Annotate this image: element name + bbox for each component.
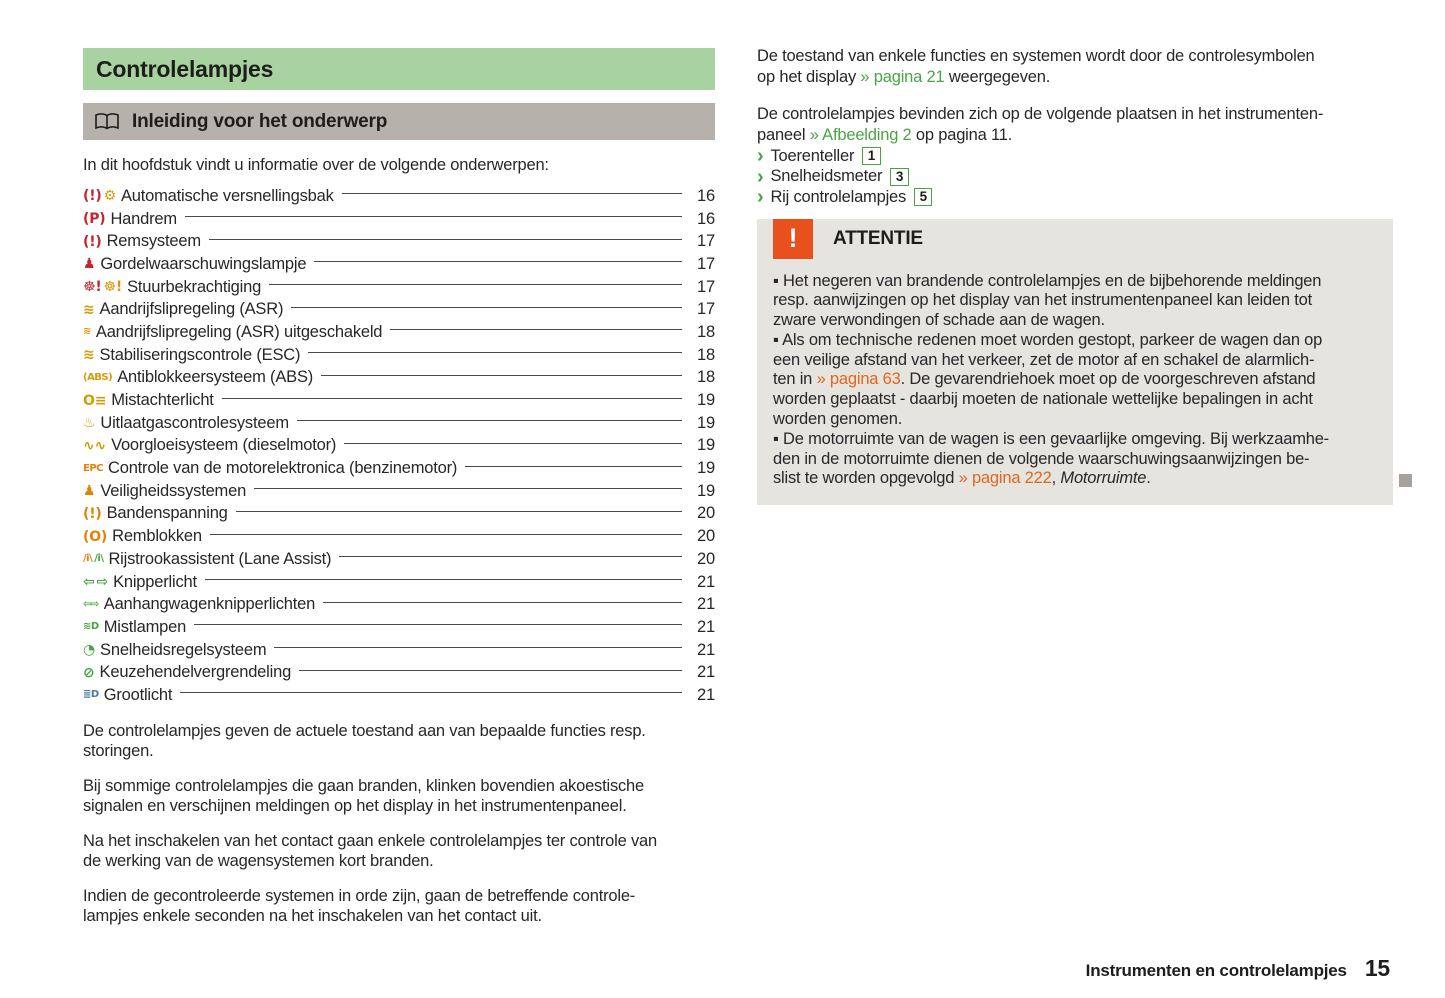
paragraph: De controlelampjes geven de actuele toestand aan van bepaalde functies resp. storingen. (83, 721, 646, 761)
chevron-bullet-icon: › (757, 165, 764, 188)
text-run: slist te worden opgevolgd (773, 469, 959, 488)
footer-chapter-title: Instrumenten en controlelampjes (1085, 961, 1347, 980)
toc-page-number: 17 (697, 254, 715, 273)
turn-signal-left-icon: ⇦ (83, 574, 95, 591)
toc-page-number: 16 (697, 186, 715, 205)
turn-signal-right-icon: ⇨ (96, 574, 109, 591)
toc-leader-line (291, 307, 682, 308)
toc-page-number: 16 (697, 209, 715, 228)
chevron-bullet-icon: › (757, 186, 764, 209)
right-column (757, 46, 1393, 505)
text-run: De controlelampjes bevinden zich op de volgende plaatsen in het instrumenten- (757, 105, 1324, 123)
toc-leader-line (210, 534, 682, 535)
toc-page-number: 17 (697, 277, 715, 296)
tyre-pressure-icon: (!) (83, 505, 102, 522)
toc-icon-group (83, 303, 95, 317)
exhaust-control-icon: ♨ (83, 415, 96, 432)
text-run: Motorruimte (1060, 469, 1147, 488)
attention-box (757, 219, 1393, 506)
toc-row[interactable] (83, 548, 715, 571)
toc-label: Stuurbekrachtiging (127, 277, 262, 296)
toc-row[interactable] (83, 412, 715, 435)
toc-page-number: 17 (697, 232, 715, 251)
book-icon (94, 112, 121, 132)
toc-page-number: 19 (697, 459, 715, 478)
toc-leader-line (254, 488, 682, 489)
paragraph: Indien de gecontroleerde systemen in orde zijn, gaan de betreffende controle- lampjes enkele seconden na het inschakelen van het contact uit. (83, 886, 636, 926)
toc-leader-line (465, 466, 682, 467)
fog-lights-icon: ≋D (83, 621, 99, 633)
text-run: weergegeven. (944, 68, 1051, 86)
toc-label: Knipperlicht (113, 572, 197, 591)
callout-number-box: 5 (914, 188, 932, 206)
toc-row[interactable] (83, 253, 715, 276)
toc-icon-group (83, 416, 95, 430)
toc-icon-group (83, 688, 99, 702)
toc-leader-line (321, 375, 682, 376)
text-run: op pagina 11. (911, 126, 1013, 144)
toc-row[interactable] (83, 593, 715, 616)
location-item (757, 146, 1393, 167)
power-steering-red-icon: ☸! (83, 279, 102, 296)
toc-page-number: 19 (697, 413, 715, 432)
toc-icon-group (83, 280, 122, 294)
toc-icon-group (83, 394, 106, 408)
text-run: . (1146, 469, 1151, 488)
seatbelt-warning-icon: ♟ (83, 256, 96, 273)
toc-icon-group (83, 348, 95, 362)
cross-reference-link[interactable]: » pagina 21 (860, 68, 945, 86)
section-title-band (83, 103, 715, 140)
toc-leader-line (274, 647, 682, 648)
handbrake-icon: (P) (83, 211, 106, 228)
toc-leader-line (299, 670, 682, 671)
trailer-turn-signal-icon: ⇦⇨ (83, 598, 99, 610)
cross-reference-link[interactable]: » pagina 222 (958, 469, 1052, 488)
toc-leader-line (308, 352, 682, 353)
toc-row[interactable] (83, 661, 715, 684)
location-label: Snelheidsmeter (770, 167, 883, 186)
text-run: worden geplaatst - daarbij moeten de nationale wettelijke bepalingen in acht (773, 390, 1313, 409)
toc-row[interactable] (83, 571, 715, 594)
text-run: een veilige afstand van het verkeer, zet de motor af en schakel de alarmlich- (773, 350, 1315, 369)
asr-icon: ≋ (83, 301, 95, 318)
text-run: worden genomen. (773, 410, 903, 429)
toc-leader-line (222, 398, 682, 399)
toc-row[interactable] (83, 639, 715, 662)
toc-page-number: 20 (697, 549, 715, 568)
brake-system-icon: (!) (83, 233, 102, 250)
toc-label: Remblokken (112, 527, 202, 546)
cross-reference-link[interactable]: » pagina 63 (816, 370, 901, 389)
cruise-control-icon: ◔ (83, 642, 96, 659)
airbag-icon: ♟ (83, 483, 96, 500)
chapter-title-band (83, 48, 715, 90)
rear-fog-light-icon: O≡ (83, 392, 107, 409)
toc-row[interactable] (83, 684, 715, 707)
toc-page-number: 21 (697, 595, 715, 614)
toc-page-number: 17 (697, 300, 715, 319)
toc-page-number: 18 (697, 345, 715, 364)
toc-leader-line (390, 329, 682, 330)
text-run: De toestand van enkele functies en systemen wordt door de controlesymbolen (757, 47, 1315, 65)
toc-row[interactable] (83, 276, 715, 299)
toc-label: Veiligheidssystemen (100, 481, 247, 500)
attention-text (773, 272, 1377, 490)
power-steering-amber-icon: ☸! (103, 279, 123, 296)
text-run: den in de motorruimte dienen de volgende waarschuwingsaanwijzingen be- (773, 449, 1310, 468)
toc-label: Gordelwaarschuwingslampje (100, 254, 307, 273)
toc-label: Uitlaatgascontrolesysteem (100, 413, 289, 432)
toc-icon-group (83, 507, 102, 521)
toc-page-number: 21 (697, 640, 715, 659)
toc-leader-line (180, 692, 682, 693)
selector-lever-lock-icon: ⊘ (83, 664, 95, 681)
text-run: , (1051, 469, 1061, 488)
text-run: paneel (757, 126, 810, 144)
toc-label: Keuzehendelvergrendeling (99, 663, 292, 682)
callout-number-box: 3 (890, 168, 908, 186)
toc-row[interactable] (83, 367, 715, 390)
toc-row[interactable] (83, 344, 715, 367)
section-title: Inleiding voor het onderwerp (132, 110, 388, 132)
toc-leader-line (323, 602, 682, 603)
toc-icon-group (83, 325, 91, 339)
location-list (757, 146, 1393, 208)
toc-page-number: 19 (697, 481, 715, 500)
toc-label: Snelheidsregelsysteem (100, 640, 267, 659)
toc-label: Remsysteem (106, 232, 201, 251)
toc-page-number: 21 (697, 617, 715, 636)
glow-plug-icon: ∿∿ (83, 437, 107, 454)
footer-page-number: 15 (1364, 955, 1390, 981)
high-beam-icon: ≣D (83, 689, 99, 701)
toc-page-number: 18 (697, 322, 715, 341)
lane-assist-orange-icon: /i\ (83, 553, 93, 565)
toc-row[interactable] (83, 616, 715, 639)
toc-icon-group (83, 598, 99, 612)
toc-page-number: 21 (697, 685, 715, 704)
automatic-gearbox-red-icon: (!) (83, 188, 102, 205)
paragraph (757, 46, 1393, 88)
toc-label: Voorgloeisysteem (dieselmotor) (111, 436, 337, 455)
esc-icon: ≋ (83, 347, 95, 364)
attention-header (773, 219, 1377, 259)
section-end-marker (1399, 474, 1412, 487)
location-item (757, 167, 1393, 188)
text-run: ten in (773, 370, 817, 389)
toc-leader-line (342, 193, 682, 194)
toc-leader-line (339, 556, 682, 557)
toc-leader-line (209, 239, 682, 240)
toc-icon-group (83, 439, 106, 453)
automatic-gearbox-amber-icon: ⚙ (103, 188, 116, 205)
page-footer (1086, 955, 1390, 982)
lane-assist-green-icon: /i\ (94, 553, 104, 565)
chapter-title: Controlelampjes (96, 55, 274, 82)
toc-icon-group (83, 212, 105, 226)
chevron-bullet-icon: › (757, 145, 764, 168)
toc-page-number: 20 (697, 504, 715, 523)
toc-page-number: 19 (697, 391, 715, 410)
warning-exclamation-icon: ! (773, 219, 813, 259)
toc-icon-group (83, 552, 103, 566)
toc-icon-group (83, 643, 95, 657)
text-run: ▪ Het negeren van brandende controlelampjes en de bijbehorende meldingen (773, 271, 1322, 290)
location-item (757, 187, 1393, 208)
toc-icon-group (83, 484, 95, 498)
toc-page-number: 18 (697, 368, 715, 387)
toc-row[interactable] (83, 389, 715, 412)
toc-leader-line (269, 284, 682, 285)
toc-label: Grootlicht (103, 685, 173, 704)
location-label: Rij controlelampjes (770, 187, 907, 206)
toc-row[interactable] (83, 185, 715, 208)
toc-icon-group (83, 462, 103, 476)
text-run: zware verwondingen of schade aan de wagen. (773, 311, 1105, 330)
toc-leader-line (314, 261, 682, 262)
table-of-contents (83, 185, 715, 707)
toc-label: Handrem (110, 209, 177, 228)
paragraph: Bij sommige controlelampjes die gaan branden, klinken bovendien akoestische signalen en verschijnen meldingen op het display in het instrumentenpaneel. (83, 776, 645, 816)
text-run: ▪ Als om technische redenen moet worden gestopt, parkeer de wagen dan op (773, 330, 1323, 349)
toc-label: Antiblokkeersysteem (ABS) (117, 368, 314, 387)
abs-icon: (ABS) (83, 371, 113, 383)
toc-icon-group (83, 666, 95, 680)
callout-number-box: 1 (862, 147, 880, 165)
toc-label: Controle van de motorelektronica (benzinemotor) (108, 459, 458, 478)
text-run: ▪ De motorruimte van de wagen is een gevaarlijke omgeving. Bij werkzaamhe- (773, 429, 1329, 448)
toc-leader-line (194, 624, 682, 625)
location-label: Toerenteller (770, 146, 855, 165)
toc-icon-group (83, 371, 112, 385)
toc-icon-group (83, 620, 99, 634)
toc-leader-line (205, 579, 682, 580)
toc-row[interactable] (83, 230, 715, 253)
toc-row[interactable] (83, 435, 715, 458)
toc-page-number: 19 (697, 436, 715, 455)
asr-off-icon: ≋ (83, 326, 91, 338)
toc-page-number: 20 (697, 527, 715, 546)
epc-icon: EPC (83, 462, 103, 474)
paragraph: Na het inschakelen van het contact gaan enkele controlelampjes ter controle van de werking van de wagensystemen kort branden. (83, 831, 657, 871)
toc-label: Aanhangwagenknipperlichten (103, 595, 316, 614)
toc-icon-group (83, 235, 102, 249)
toc-label: Aandrijfslipregeling (ASR) (99, 300, 284, 319)
toc-row[interactable] (83, 525, 715, 548)
toc-leader-line (236, 511, 682, 512)
toc-row[interactable] (83, 503, 715, 526)
paragraph (757, 104, 1393, 146)
toc-label: Stabiliseringscontrole (ESC) (99, 345, 301, 364)
toc-row[interactable] (83, 321, 715, 344)
toc-label: Mistachterlicht (111, 391, 214, 410)
toc-icon-group (83, 257, 95, 271)
brake-pads-icon: (O) (83, 528, 108, 545)
text-run: . De gevarendriehoek moet op de voorgeschreven afstand (900, 370, 1316, 389)
toc-page-number: 21 (697, 572, 715, 591)
text-run: resp. aanwijzingen op het display van het instrumentenpaneel kan leiden tot (773, 291, 1313, 310)
toc-icon-group (83, 530, 107, 544)
toc-label: Mistlampen (103, 617, 187, 636)
toc-label: Automatische versnellingsbak (120, 186, 334, 205)
toc-row[interactable] (83, 480, 715, 503)
toc-label: Rijstrookassistent (Lane Assist) (108, 549, 332, 568)
toc-row[interactable] (83, 457, 715, 480)
toc-row[interactable] (83, 298, 715, 321)
toc-icon-group (83, 189, 116, 203)
intro-text: In dit hoofdstuk vindt u informatie over de volgende onderwerpen: (83, 156, 549, 174)
attention-title: ATTENTIE (833, 227, 923, 249)
toc-leader-line (185, 216, 682, 217)
toc-page-number: 21 (697, 663, 715, 682)
toc-label: Bandenspanning (106, 504, 228, 523)
toc-row[interactable] (83, 208, 715, 231)
toc-icon-group (83, 575, 108, 589)
toc-leader-line (297, 420, 682, 421)
toc-label: Aandrijfslipregeling (ASR) uitgeschakeld (95, 322, 383, 341)
text-run: op het display (757, 68, 861, 86)
toc-leader-line (344, 443, 682, 444)
left-column (83, 48, 715, 927)
cross-reference-link[interactable]: » Afbeelding 2 (809, 126, 912, 144)
